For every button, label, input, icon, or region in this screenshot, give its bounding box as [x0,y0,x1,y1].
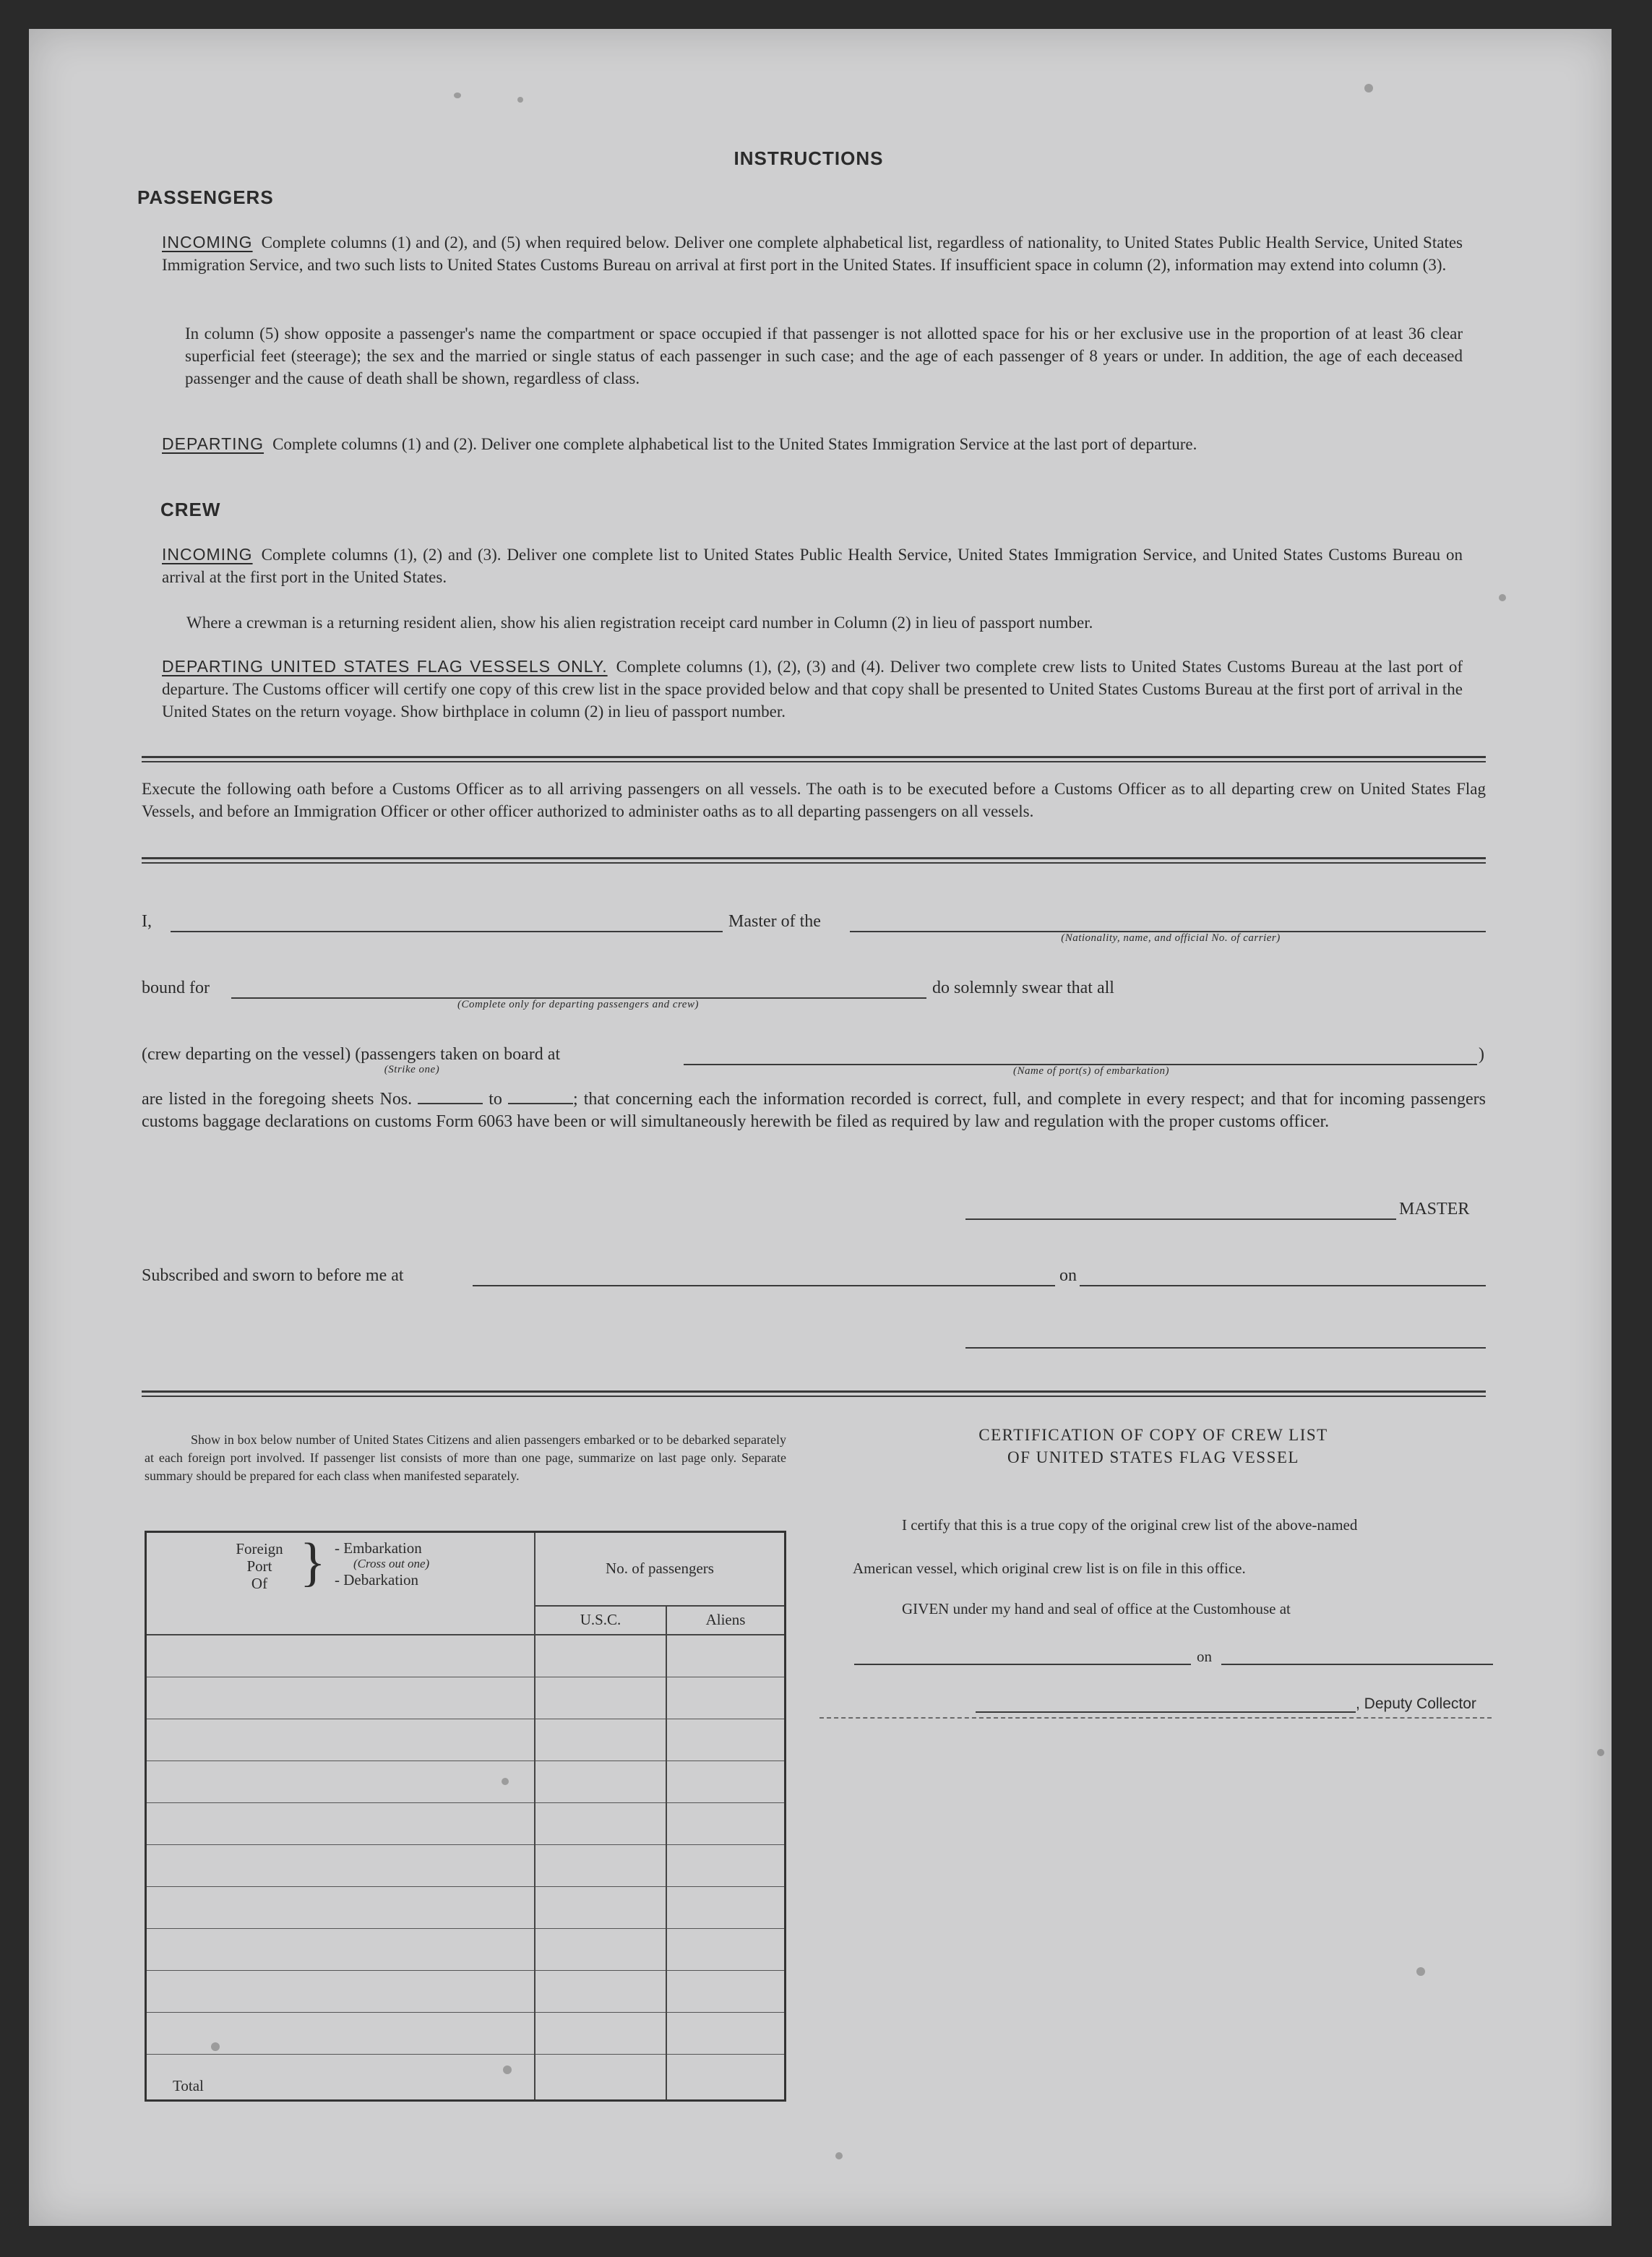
scan-speck [502,1778,509,1785]
deputy-collector-label: , Deputy Collector [1356,1695,1476,1712]
passengers-incoming-label: INCOMING [162,233,253,252]
scan-speck [1364,84,1373,93]
scan-speck [503,2065,512,2074]
oath-intro: Execute the following oath before a Customs Officer as to all arriving passengers on all vessels. The oath is to be executed before a Customs Officer as to all departing crew on United States Flag Vessels, and before an Immigration Officer or other officer authorized to administer oaths as to all departing passengers on all vessels. [142,780,1486,820]
table-row [146,1802,786,1844]
scan-speck [517,97,523,103]
passengers-incoming-text: Complete columns (1) and (2), and (5) when required below. Deliver one complete alphabetical list, regardless of nationality, to United States Public Health Service, United States Immigration Service, and two such lists to United States Customs Bureau on arrival at first port in the United States. If insufficient space in column (2), information may extend into column (3). [162,233,1463,274]
usc-cell[interactable] [535,1719,666,1761]
customhouse-field[interactable] [854,1664,1191,1665]
table-row [146,2012,786,2054]
aliens-cell[interactable] [666,1761,786,1802]
master-name-field[interactable] [171,931,723,932]
certification-on-label: on [1197,1648,1212,1665]
master-signature-field[interactable] [965,1218,1396,1220]
master-of-label: Master of the [728,912,821,931]
certify-line1: I certify that this is a true copy of the original crew list of the above-named [902,1516,1358,1534]
debarkation-option[interactable]: - Debarkation [335,1571,419,1589]
crew-incoming-paragraph [162,543,1463,588]
usc-header: U.S.C. [535,1606,666,1635]
port-cell[interactable] [146,1761,535,1802]
certification-title-line2: OF UNITED STATES FLAG VESSEL [1007,1448,1299,1466]
sheets-prefix: are listed in the foregoing sheets Nos. [142,1090,413,1109]
scan-speck [454,93,461,98]
aliens-cell[interactable] [666,1635,786,1677]
table-row [146,1928,786,1970]
summary-instructions: Show in box below number of United States Citizens and alien passengers embarked or to be debarked separately at each foreign port involved. If passenger list consists of more than one page, summarize on last page only. Separate summary should be prepared for each class when manifested separately. [145,1432,786,1483]
given-line: GIVEN under my hand and seal of office at the Customhouse at [902,1600,1291,1617]
swear-label: do solemnly swear that all [932,979,1114,997]
table-row [146,1970,786,2012]
aliens-header: Aliens [666,1606,786,1635]
strike-note: (Strike one) [384,1064,440,1075]
port-cell[interactable] [146,1802,535,1844]
passenger-summary-table [145,1531,786,2102]
table-row [146,1844,786,1886]
no-passengers-header: No. of passengers [535,1532,786,1606]
aliens-cell[interactable] [666,1970,786,2012]
table-row [146,1886,786,1928]
ports-note: (Name of port(s) of embarkation) [1013,1065,1169,1077]
of-label: Of [251,1575,268,1592]
usc-cell[interactable] [535,1677,666,1719]
usc-cell[interactable] [535,1886,666,1928]
usc-cell[interactable] [535,1970,666,2012]
crew-departing-text: Complete columns (1), (2), (3) and (4). Deliver two complete crew lists to United States Customs Bureau at the last port of departure. The Customs officer will certify one copy of this crew list in the space provided below and that copy shall be presented to United States Customs Bureau at the first port of arrival in the United States on the return voyage. Show birthplace in column (2) in lieu of passport number. [162,658,1463,721]
table-header-row [146,1532,786,1606]
officer-signature-field[interactable] [965,1347,1486,1349]
usc-cell[interactable] [535,1802,666,1844]
table-row [146,1719,786,1761]
certification-bottom-rule [819,1717,1492,1719]
brace-icon: } [300,1533,326,1592]
port-cell[interactable] [146,1677,535,1719]
usc-cell[interactable] [535,1928,666,1970]
oath-divider [142,857,1486,864]
sworn-on-label: on [1059,1266,1077,1285]
deputy-signature-field[interactable] [976,1711,1356,1713]
summary-divider [142,1390,1486,1397]
sheets-rest: ; that concerning each the information recorded is correct, full, and complete in every respect; and that for incoming passengers customs baggage declarations on customs Form 6063 have been or will simultaneously herewith be filed as required by law and regulation with the proper customs officer. [142,1090,1486,1131]
passengers-departing-text: Complete columns (1) and (2). Deliver one complete alphabetical list to the United States Immigration Service at the last port of departure. [272,435,1197,453]
passengers-heading: PASSENGERS [137,186,274,208]
crew-departing-paragraph [162,655,1463,723]
section-divider [142,756,1486,762]
table-row [146,1761,786,1802]
certification-title-line1: CERTIFICATION OF COPY OF CREW LIST [978,1426,1328,1444]
sheet-from-field[interactable] [418,1103,483,1104]
aliens-cell[interactable] [666,1677,786,1719]
crew-departing-label-oath: (crew departing on the vessel) (passengers taken on board at [142,1045,561,1064]
sheet-to-field[interactable] [508,1103,573,1104]
crew-incoming-text: Complete columns (1), (2) and (3). Deliver one complete list to United States Public Health Service, United States Immigration Service, and United States Customs Bureau on arrival at the first port in the United States. [162,546,1463,586]
usc-total-cell[interactable] [535,2054,666,2100]
port-cell[interactable] [146,1844,535,1886]
cross-out-note: (Cross out one) [353,1557,430,1570]
certification-title [821,1424,1486,1469]
port-cell[interactable] [146,1970,535,2012]
usc-cell[interactable] [535,1844,666,1886]
sheets-paragraph [142,1088,1486,1133]
aliens-cell[interactable] [666,2012,786,2054]
crew-incoming-label: INCOMING [162,545,253,564]
port-cell[interactable] [146,2012,535,2054]
embarkation-option[interactable]: - Embarkation [335,1539,422,1557]
certification-date-field[interactable] [1221,1664,1493,1665]
usc-cell[interactable] [535,2012,666,2054]
sworn-date-field[interactable] [1080,1285,1486,1286]
port-cell[interactable] [146,1719,535,1761]
aliens-cell[interactable] [666,1928,786,1970]
port-label: Port [246,1557,272,1575]
total-label: Total [146,2054,535,2100]
crew-alien-note: Where a crewman is a returning resident alien, show his alien registration receipt card number in Column (2) in lieu of passport number. [186,614,1093,632]
aliens-cell[interactable] [666,1802,786,1844]
table-row [146,1677,786,1719]
subscribed-label: Subscribed and sworn to before me at [142,1266,404,1285]
port-cell[interactable] [146,1635,535,1677]
master-label: MASTER [1399,1200,1470,1218]
port-cell[interactable] [146,1886,535,1928]
close-paren: ) [1479,1045,1484,1064]
usc-cell[interactable] [535,1635,666,1677]
crew-departing-label: DEPARTING UNITED STATES FLAG VESSELS ONLY. [162,657,608,676]
sworn-place-field[interactable] [473,1285,1055,1286]
passengers-departing-label: DEPARTING [162,434,264,453]
scan-speck [1416,1967,1425,1976]
certify-line2: American vessel, which original crew list is on file in this office. [853,1560,1246,1577]
crew-heading: CREW [160,499,221,520]
table-row [146,1635,786,1677]
passengers-departing-paragraph [162,433,1463,455]
bound-for-note: (Complete only for departing passengers and crew) [457,999,699,1010]
foreign-label: Foreign [236,1540,283,1557]
port-cell[interactable] [146,1928,535,1970]
scan-speck [211,2042,220,2051]
scan-speck [1597,1749,1604,1756]
page-title: INSTRUCTIONS [733,147,884,169]
total-row [146,2054,786,2100]
usc-cell[interactable] [535,1761,666,1802]
aliens-cell[interactable] [666,1844,786,1886]
aliens-total-cell[interactable] [666,2054,786,2100]
oath-i-label: I, [142,912,152,931]
carrier-note: (Nationality, name, and official No. of carrier) [1061,932,1281,944]
scan-speck [835,2152,843,2159]
passengers-column5-paragraph: In column (5) show opposite a passenger's name the compartment or space occupied if that passenger is not allotted space for his or her exclusive use in the proportion of at least 36 clear superficial feet (steerage); the sex and the married or single status of each passenger in such case; and the age of each passenger of 8 years or under. In addition, the age of each deceased passenger and the cause of death shall be shown, regardless of class. [185,324,1463,387]
scan-speck [1499,594,1506,601]
bound-for-label: bound for [142,979,210,997]
to-label: to [489,1090,502,1109]
aliens-cell[interactable] [666,1886,786,1928]
passengers-incoming-paragraph [162,231,1463,276]
foreign-port-header [146,1532,535,1635]
aliens-cell[interactable] [666,1719,786,1761]
